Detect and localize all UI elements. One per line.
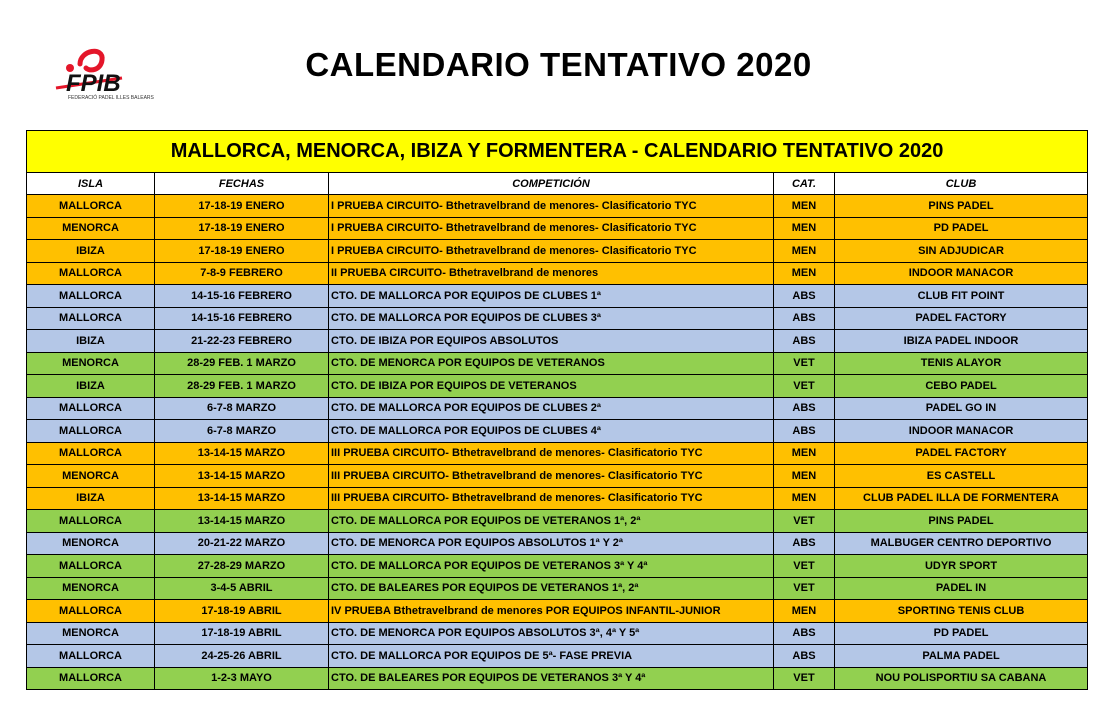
cell-club: TENIS ALAYOR xyxy=(835,352,1088,375)
header-club: CLUB xyxy=(835,173,1088,195)
cell-cat: ABS xyxy=(774,645,835,668)
cell-club: PD PADEL xyxy=(835,217,1088,240)
cell-club: INDOOR MANACOR xyxy=(835,262,1088,285)
table-row xyxy=(27,195,1088,218)
cell-cat: MEN xyxy=(774,217,835,240)
table-row xyxy=(27,217,1088,240)
cell-club: MALBUGER CENTRO DEPORTIVO xyxy=(835,532,1088,555)
cell-competicion: CTO. DE MALLORCA POR EQUIPOS DE CLUBES 3ª xyxy=(329,307,774,330)
cell-competicion: CTO. DE MALLORCA POR EQUIPOS DE CLUBES 2ª xyxy=(329,397,774,420)
cell-fechas: 3-4-5 ABRIL xyxy=(155,577,329,600)
cell-cat: ABS xyxy=(774,330,835,353)
cell-club: PD PADEL xyxy=(835,622,1088,645)
cell-fechas: 21-22-23 FEBRERO xyxy=(155,330,329,353)
cell-club: SIN ADJUDICAR xyxy=(835,240,1088,263)
header-row xyxy=(27,173,1088,195)
cell-isla: MENORCA xyxy=(27,577,155,600)
cell-fechas: 17-18-19 ABRIL xyxy=(155,600,329,623)
cell-isla: IBIZA xyxy=(27,240,155,263)
header-isla: ISLA xyxy=(27,173,155,195)
cell-competicion: III PRUEBA CIRCUITO- Bthetravelbrand de menores- Clasificatorio TYC xyxy=(329,465,774,488)
cell-isla: MENORCA xyxy=(27,352,155,375)
cell-cat: ABS xyxy=(774,622,835,645)
cell-fechas: 7-8-9 FEBRERO xyxy=(155,262,329,285)
table-row xyxy=(27,330,1088,353)
cell-competicion: CTO. DE BALEARES POR EQUIPOS DE VETERANOS 1ª, 2ª xyxy=(329,577,774,600)
table-row xyxy=(27,577,1088,600)
cell-isla: MALLORCA xyxy=(27,262,155,285)
cell-cat: ABS xyxy=(774,397,835,420)
header-competicion: COMPETICIÓN xyxy=(329,173,774,195)
table-row xyxy=(27,442,1088,465)
cell-cat: MEN xyxy=(774,442,835,465)
cell-competicion: CTO. DE BALEARES POR EQUIPOS DE VETERANOS 3ª Y 4ª xyxy=(329,667,774,690)
cell-club: CEBO PADEL xyxy=(835,375,1088,398)
cell-competicion: CTO. DE MALLORCA POR EQUIPOS DE CLUBES 1ª xyxy=(329,285,774,308)
cell-competicion: CTO. DE MALLORCA POR EQUIPOS DE 5ª- FASE PREVIA xyxy=(329,645,774,668)
cell-competicion: CTO. DE IBIZA POR EQUIPOS ABSOLUTOS xyxy=(329,330,774,353)
cell-isla: MENORCA xyxy=(27,622,155,645)
cell-club: IBIZA PADEL INDOOR xyxy=(835,330,1088,353)
cell-fechas: 20-21-22 MARZO xyxy=(155,532,329,555)
cell-fechas: 6-7-8 MARZO xyxy=(155,420,329,443)
logo-text: FPIB xyxy=(66,70,121,97)
cell-cat: VET xyxy=(774,510,835,533)
cell-competicion: II PRUEBA CIRCUITO- Bthetravelbrand de menores xyxy=(329,262,774,285)
table-row xyxy=(27,667,1088,690)
table-row xyxy=(27,600,1088,623)
calendar-table xyxy=(26,130,1088,690)
cell-isla: IBIZA xyxy=(27,330,155,353)
cell-isla: MALLORCA xyxy=(27,555,155,578)
cell-cat: MEN xyxy=(774,465,835,488)
cell-isla: MALLORCA xyxy=(27,600,155,623)
cell-competicion: CTO. DE IBIZA POR EQUIPOS DE VETERANOS xyxy=(329,375,774,398)
cell-competicion: I PRUEBA CIRCUITO- Bthetravelbrand de menores- Clasificatorio TYC xyxy=(329,195,774,218)
cell-competicion: IV PRUEBA Bthetravelbrand de menores POR EQUIPOS INFANTIL-JUNIOR xyxy=(329,600,774,623)
cell-competicion: CTO. DE MALLORCA POR EQUIPOS DE VETERANOS 3ª Y 4ª xyxy=(329,555,774,578)
cell-fechas: 1-2-3 MAYO xyxy=(155,667,329,690)
cell-fechas: 27-28-29 MARZO xyxy=(155,555,329,578)
cell-competicion: CTO. DE MALLORCA POR EQUIPOS DE VETERANOS 1ª, 2ª xyxy=(329,510,774,533)
cell-fechas: 28-29 FEB. 1 MARZO xyxy=(155,375,329,398)
cell-club: CLUB FIT POINT xyxy=(835,285,1088,308)
cell-isla: MALLORCA xyxy=(27,420,155,443)
table-row xyxy=(27,397,1088,420)
cell-competicion: III PRUEBA CIRCUITO- Bthetravelbrand de menores- Clasificatorio TYC xyxy=(329,487,774,510)
cell-competicion: CTO. DE MENORCA POR EQUIPOS DE VETERANOS xyxy=(329,352,774,375)
cell-isla: MALLORCA xyxy=(27,307,155,330)
cell-cat: VET xyxy=(774,375,835,398)
table-row xyxy=(27,555,1088,578)
cell-cat: VET xyxy=(774,577,835,600)
cell-fechas: 14-15-16 FEBRERO xyxy=(155,285,329,308)
cell-club: UDYR SPORT xyxy=(835,555,1088,578)
table-row xyxy=(27,307,1088,330)
cell-isla: MALLORCA xyxy=(27,195,155,218)
cell-fechas: 13-14-15 MARZO xyxy=(155,510,329,533)
cell-isla: MALLORCA xyxy=(27,510,155,533)
cell-club: PADEL GO IN xyxy=(835,397,1088,420)
cell-isla: IBIZA xyxy=(27,487,155,510)
table-row xyxy=(27,532,1088,555)
cell-cat: MEN xyxy=(774,195,835,218)
cell-cat: MEN xyxy=(774,240,835,263)
cell-fechas: 28-29 FEB. 1 MARZO xyxy=(155,352,329,375)
cell-cat: ABS xyxy=(774,420,835,443)
cell-cat: VET xyxy=(774,667,835,690)
cell-fechas: 6-7-8 MARZO xyxy=(155,397,329,420)
cell-cat: ABS xyxy=(774,307,835,330)
cell-competicion: CTO. DE MALLORCA POR EQUIPOS DE CLUBES 4ª xyxy=(329,420,774,443)
cell-competicion: CTO. DE MENORCA POR EQUIPOS ABSOLUTOS 3ª, 4ª Y 5ª xyxy=(329,622,774,645)
table-row xyxy=(27,487,1088,510)
cell-isla: MALLORCA xyxy=(27,667,155,690)
cell-fechas: 17-18-19 ABRIL xyxy=(155,622,329,645)
cell-competicion: I PRUEBA CIRCUITO- Bthetravelbrand de menores- Clasificatorio TYC xyxy=(329,217,774,240)
cell-fechas: 17-18-19 ENERO xyxy=(155,217,329,240)
table-row xyxy=(27,262,1088,285)
table-row xyxy=(27,352,1088,375)
cell-club: PINS PADEL xyxy=(835,510,1088,533)
banner-title: MALLORCA, MENORCA, IBIZA Y FORMENTERA - CALENDARIO TENTATIVO 2020 xyxy=(27,131,1088,173)
table-row xyxy=(27,465,1088,488)
cell-isla: MALLORCA xyxy=(27,285,155,308)
cell-cat: VET xyxy=(774,352,835,375)
table-row xyxy=(27,375,1088,398)
cell-fechas: 17-18-19 ENERO xyxy=(155,240,329,263)
cell-club: PADEL FACTORY xyxy=(835,307,1088,330)
cell-cat: ABS xyxy=(774,532,835,555)
cell-fechas: 13-14-15 MARZO xyxy=(155,442,329,465)
cell-isla: IBIZA xyxy=(27,375,155,398)
cell-fechas: 24-25-26 ABRIL xyxy=(155,645,329,668)
cell-cat: VET xyxy=(774,555,835,578)
cell-club: PADEL IN xyxy=(835,577,1088,600)
table-row xyxy=(27,285,1088,308)
header-cat: CAT. xyxy=(774,173,835,195)
header-fechas: FECHAS xyxy=(155,173,329,195)
cell-club: INDOOR MANACOR xyxy=(835,420,1088,443)
cell-cat: ABS xyxy=(774,285,835,308)
logo-subtitle: FEDERACIÓ PADEL ILLES BALEARS xyxy=(68,95,154,101)
cell-fechas: 13-14-15 MARZO xyxy=(155,487,329,510)
cell-club: SPORTING TENIS CLUB xyxy=(835,600,1088,623)
table-row xyxy=(27,510,1088,533)
cell-isla: MENORCA xyxy=(27,217,155,240)
cell-competicion: I PRUEBA CIRCUITO- Bthetravelbrand de menores- Clasificatorio TYC xyxy=(329,240,774,263)
cell-isla: MENORCA xyxy=(27,465,155,488)
cell-club: ES CASTELL xyxy=(835,465,1088,488)
cell-isla: MALLORCA xyxy=(27,442,155,465)
cell-isla: MALLORCA xyxy=(27,397,155,420)
table-row xyxy=(27,622,1088,645)
cell-competicion: III PRUEBA CIRCUITO- Bthetravelbrand de menores- Clasificatorio TYC xyxy=(329,442,774,465)
cell-cat: MEN xyxy=(774,487,835,510)
cell-isla: MALLORCA xyxy=(27,645,155,668)
cell-cat: MEN xyxy=(774,262,835,285)
page-title: CALENDARIO TENTATIVO 2020 xyxy=(305,46,812,83)
cell-club: NOU POLISPORTIU SA CABANA xyxy=(835,667,1088,690)
cell-club: PINS PADEL xyxy=(835,195,1088,218)
cell-club: CLUB PADEL ILLA DE FORMENTERA xyxy=(835,487,1088,510)
cell-fechas: 17-18-19 ENERO xyxy=(155,195,329,218)
table-row xyxy=(27,420,1088,443)
cell-cat: MEN xyxy=(774,600,835,623)
banner-row xyxy=(27,131,1088,173)
cell-fechas: 13-14-15 MARZO xyxy=(155,465,329,488)
cell-club: PALMA PADEL xyxy=(835,645,1088,668)
table-row xyxy=(27,240,1088,263)
cell-club: PADEL FACTORY xyxy=(835,442,1088,465)
cell-competicion: CTO. DE MENORCA POR EQUIPOS ABSOLUTOS 1ª Y 2ª xyxy=(329,532,774,555)
table-row xyxy=(27,645,1088,668)
cell-fechas: 14-15-16 FEBRERO xyxy=(155,307,329,330)
cell-isla: MENORCA xyxy=(27,532,155,555)
